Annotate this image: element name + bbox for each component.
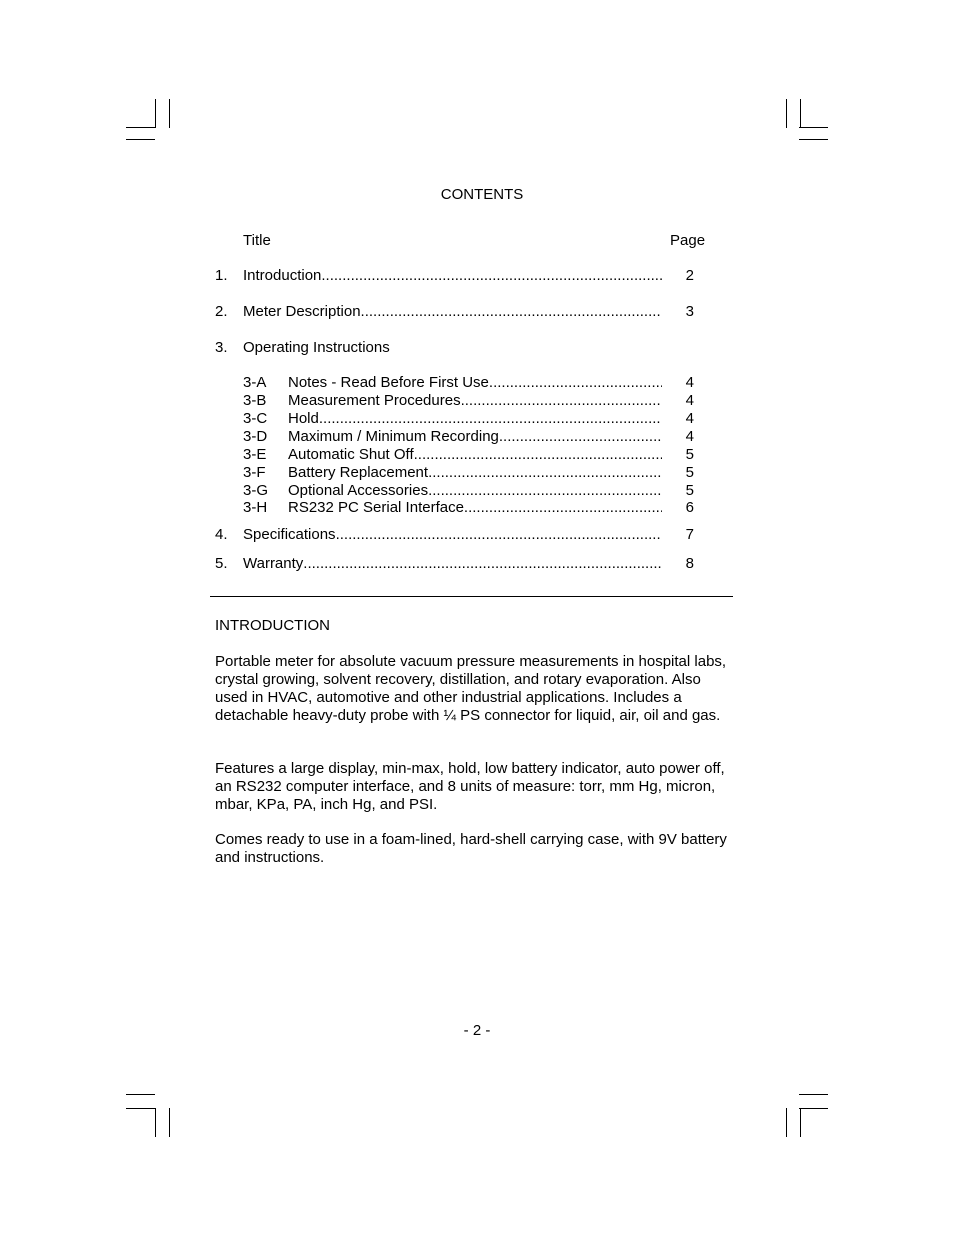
toc-entry-label: Maximum / Minimum Recording <box>288 428 499 445</box>
toc-subentry-code: 3-D <box>243 428 268 445</box>
toc-subentry-code: 3-G <box>243 482 269 499</box>
introduction-paragraph: Comes ready to use in a foam-lined, hard-shell carrying case, with 9V battery and instructions. <box>215 831 727 866</box>
toc-subentry-code: 3-H <box>243 499 268 516</box>
toc-subentry-3a[interactable] <box>0 374 954 392</box>
toc-entry-label: Specifications <box>243 526 336 543</box>
toc-entry-label: Operating Instructions <box>243 339 390 356</box>
toc-entry-page: 2 <box>685 267 694 284</box>
toc-entry-page: 4 <box>685 410 694 427</box>
crop-mark <box>786 1108 787 1137</box>
toc-subentry-code: 3-A <box>243 374 267 391</box>
toc-entry-number: 3. <box>215 339 228 356</box>
toc-title-column-header: Title <box>243 232 271 249</box>
toc-entry-leader <box>288 392 662 410</box>
crop-mark <box>800 1108 801 1137</box>
contents-title: CONTENTS <box>440 186 524 203</box>
toc-subentry-code: 3-B <box>243 392 267 409</box>
toc-entry-leader <box>288 482 662 500</box>
section-divider <box>210 596 733 597</box>
toc-subentry-3c[interactable] <box>0 410 954 428</box>
toc-entry-leader <box>243 526 662 544</box>
crop-mark <box>799 139 828 140</box>
introduction-paragraph: Features a large display, min-max, hold, low battery indicator, auto power off, an RS232 computer interface, and 8 units of measure: torr, mm Hg, micron, mbar, KPa, PA, inch Hg, and PSI. <box>215 760 725 813</box>
toc-entry-label: Meter Description <box>243 303 361 320</box>
crop-mark <box>169 1108 170 1137</box>
toc-entry-page: 4 <box>685 428 694 445</box>
toc-entry-number: 5. <box>215 555 228 572</box>
crop-mark <box>126 127 155 128</box>
crop-mark <box>786 99 787 128</box>
crop-mark <box>799 1108 828 1109</box>
toc-entry-page: 5 <box>685 446 694 463</box>
toc-entry-label: Notes - Read Before First Use <box>288 374 489 391</box>
toc-entry-warranty[interactable] <box>0 555 954 573</box>
toc-entry-leader <box>243 303 662 321</box>
toc-entry-leader <box>243 555 662 573</box>
crop-mark <box>799 127 828 128</box>
toc-entry-page: 3 <box>685 303 694 320</box>
toc-page-column-header: Page <box>670 232 706 249</box>
toc-entry-leader <box>288 446 662 464</box>
toc-entry-number: 1. <box>215 267 228 284</box>
toc-entry-operating-instructions[interactable] <box>0 339 954 357</box>
crop-mark <box>155 1108 156 1137</box>
toc-entry-number: 2. <box>215 303 228 320</box>
toc-entry-leader <box>288 410 662 428</box>
toc-entry-leader <box>288 499 662 517</box>
crop-mark <box>126 139 155 140</box>
crop-mark <box>126 1094 155 1095</box>
toc-entry-leader <box>288 428 662 446</box>
toc-entry-introduction[interactable] <box>0 267 954 285</box>
toc-entry-label: Warranty <box>243 555 304 572</box>
toc-subentry-3f[interactable] <box>0 464 954 482</box>
toc-subentry-3d[interactable] <box>0 428 954 446</box>
crop-mark <box>169 99 170 128</box>
toc-entry-label: Hold <box>288 410 319 427</box>
toc-entry-page: 6 <box>685 499 694 516</box>
toc-entry-label: Introduction <box>243 267 322 284</box>
introduction-heading: INTRODUCTION <box>215 617 330 634</box>
toc-subentry-code: 3-E <box>243 446 267 463</box>
crop-mark <box>155 99 156 128</box>
toc-entry-specifications[interactable] <box>0 526 954 544</box>
crop-mark <box>800 99 801 128</box>
toc-entry-page: 8 <box>685 555 694 572</box>
toc-entry-page: 5 <box>685 464 694 481</box>
toc-entry-number: 4. <box>215 526 228 543</box>
page-number: - 2 - <box>463 1022 491 1039</box>
toc-subentry-3g[interactable] <box>0 482 954 500</box>
toc-entry-page: 5 <box>685 482 694 499</box>
toc-subentry-code: 3-F <box>243 464 266 481</box>
toc-entry-leader <box>288 464 662 482</box>
toc-entry-leader <box>243 267 662 285</box>
toc-subentry-3b[interactable] <box>0 392 954 410</box>
toc-subentry-3h[interactable] <box>0 499 954 517</box>
toc-entry-page: 4 <box>685 374 694 391</box>
toc-entry-leader <box>288 374 662 392</box>
toc-entry-page: 4 <box>685 392 694 409</box>
crop-mark <box>799 1094 828 1095</box>
toc-entry-label: Measurement Procedures <box>288 392 461 409</box>
crop-mark <box>126 1108 155 1109</box>
toc-entry-label: Automatic Shut Off <box>288 446 414 463</box>
toc-entry-label: RS232 PC Serial Interface <box>288 499 464 516</box>
toc-entry-label: Optional Accessories <box>288 482 429 499</box>
toc-entry-page: 7 <box>685 526 694 543</box>
toc-entry-label: Battery Replacement <box>288 464 429 481</box>
toc-subentry-code: 3-C <box>243 410 268 427</box>
toc-entry-meter-description[interactable] <box>0 303 954 321</box>
toc-subentry-3e[interactable] <box>0 446 954 464</box>
introduction-paragraph: Portable meter for absolute vacuum pressure measurements in hospital labs, crystal growing, solvent recovery, distillation, and rotary evaporation. Also used in HVAC, automotive and other industrial applications. Includes a detachable heavy-duty probe with ¼ PS connector for liquid, air, oil and gas. <box>215 653 727 724</box>
